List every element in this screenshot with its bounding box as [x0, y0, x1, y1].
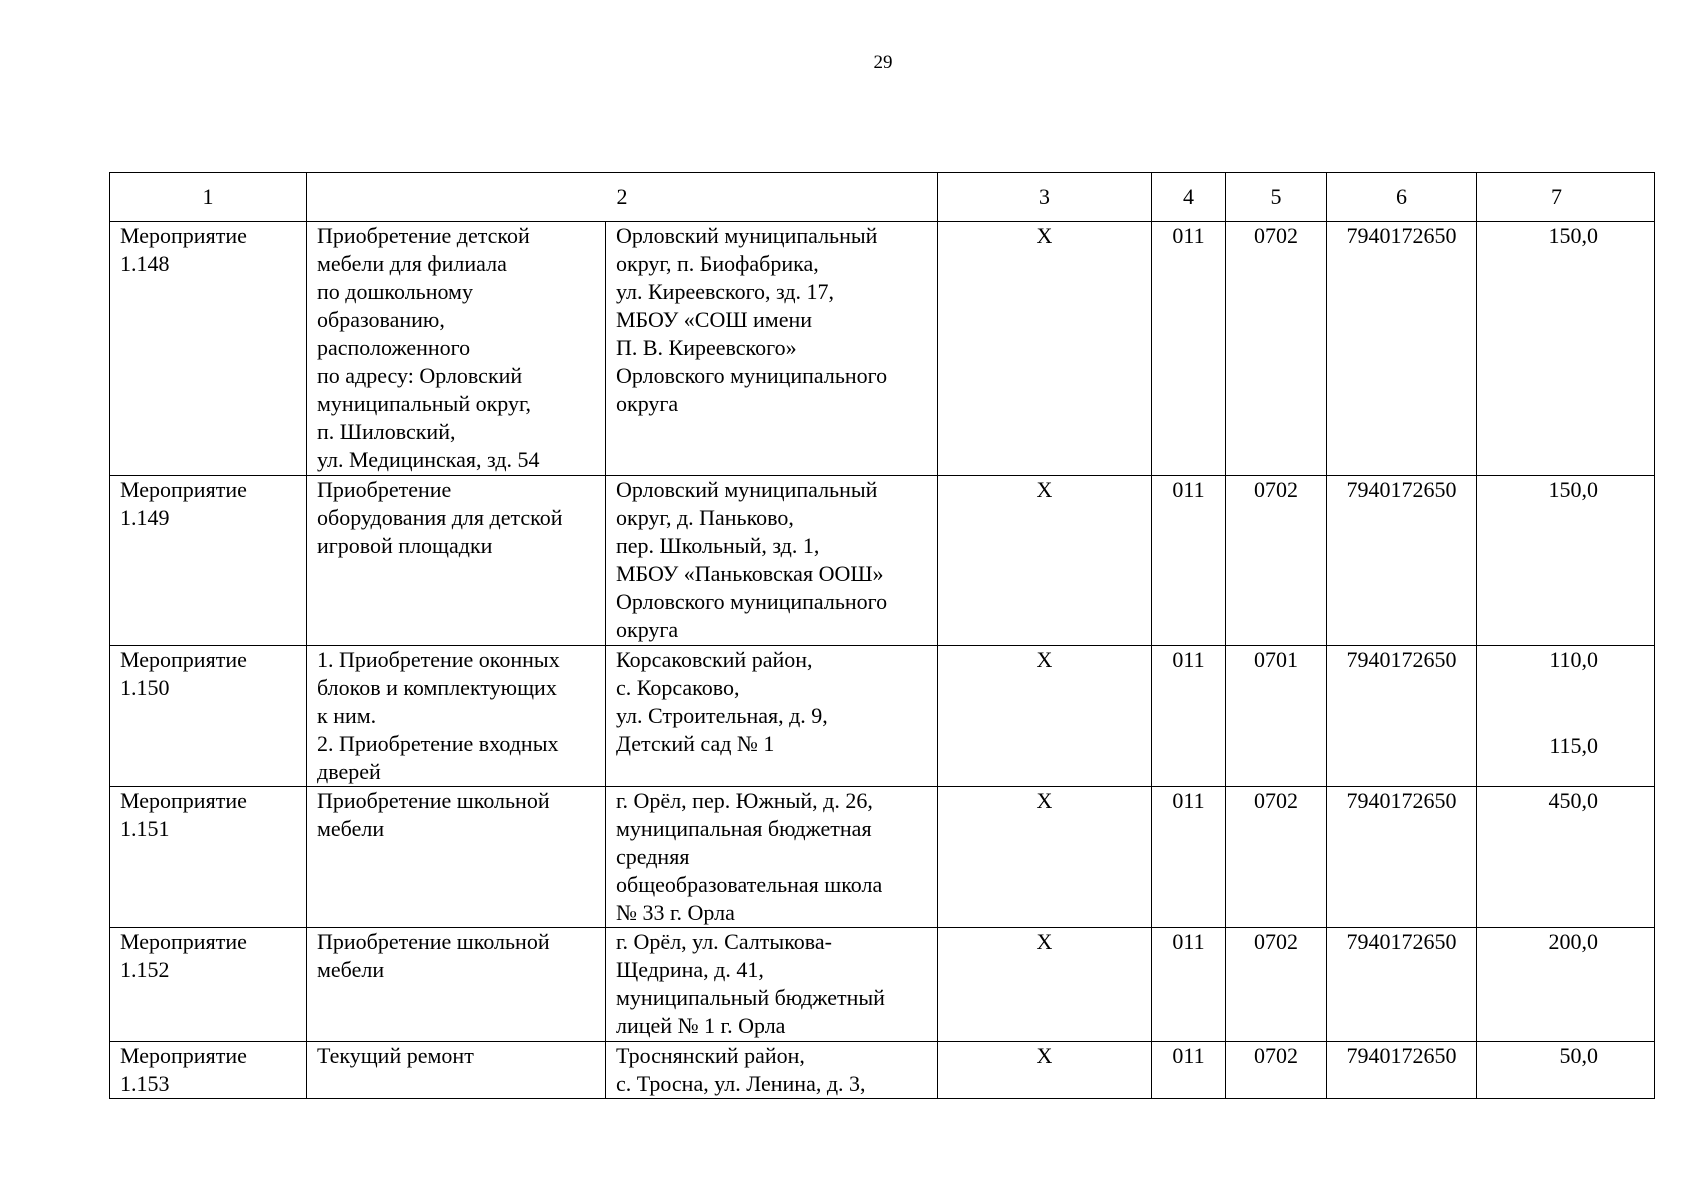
code4-cell: 011	[1152, 787, 1226, 928]
code6-cell: 7940172650	[1327, 928, 1477, 1042]
table-row	[110, 1042, 1655, 1099]
code5-cell: 0702	[1226, 476, 1327, 646]
table-row	[110, 928, 1655, 1042]
code5-cell: 0702	[1226, 787, 1327, 928]
measures-table	[109, 172, 1655, 1099]
amount-cell: 50,0	[1477, 1042, 1655, 1099]
location-cell: г. Орёл, ул. Салтыкова- Щедрина, д. 41, муниципальный бюджетный лицей № 1 г. Орла	[606, 928, 938, 1042]
event-cell: Мероприятие 1.152	[110, 928, 307, 1042]
location-cell: Троснянский район, с. Тросна, ул. Ленина, д. 3,	[606, 1042, 938, 1099]
code4-cell: 011	[1152, 646, 1226, 787]
amount-cell: 150,0	[1477, 222, 1655, 476]
code6-cell: 7940172650	[1327, 1042, 1477, 1099]
code4-cell: 011	[1152, 928, 1226, 1042]
table-row	[110, 222, 1655, 476]
name-cell: 1. Приобретение оконных блоков и комплектующих к ним. 2. Приобретение входных дверей	[307, 646, 606, 787]
name-cell: Текущий ремонт	[307, 1042, 606, 1099]
location-cell: Орловский муниципальный округ, д. Паньково, пер. Школьный, зд. 1, МБОУ «Паньковская ООШ» Орловского муниципального округа	[606, 476, 938, 646]
location-cell: Орловский муниципальный округ, п. Биофабрика, ул. Киреевского, зд. 17, МБОУ «СОШ имени П. В. Киреевского» Орловского муниципального округа	[606, 222, 938, 476]
code5-cell: 0701	[1226, 646, 1327, 787]
location-cell: Корсаковский район, с. Корсаково, ул. Строительная, д. 9, Детский сад № 1	[606, 646, 938, 787]
table-row	[110, 476, 1655, 646]
header-col-2: 2	[307, 173, 938, 222]
header-col-5: 5	[1226, 173, 1327, 222]
table-header-row	[110, 173, 1655, 222]
name-cell: Приобретение школьной мебели	[307, 787, 606, 928]
name-cell: Приобретение школьной мебели	[307, 928, 606, 1042]
page-number: 29	[873, 52, 893, 73]
code4-cell: 011	[1152, 476, 1226, 646]
code6-cell: 7940172650	[1327, 787, 1477, 928]
event-cell: Мероприятие 1.153	[110, 1042, 307, 1099]
x-cell: X	[938, 222, 1152, 476]
table-row	[110, 787, 1655, 928]
name-cell: Приобретение детской мебели для филиала по дошкольному образованию, расположенного по адресу: Орловский муниципальный округ, п. Шиловский, ул. Медицинская, зд. 54	[307, 222, 606, 476]
name-cell: Приобретение оборудования для детской игровой площадки	[307, 476, 606, 646]
amount-cell: 200,0	[1477, 928, 1655, 1042]
x-cell: X	[938, 928, 1152, 1042]
amount-cell: 110,0 115,0	[1477, 646, 1655, 787]
event-cell: Мероприятие 1.149	[110, 476, 307, 646]
event-cell: Мероприятие 1.148	[110, 222, 307, 476]
code5-cell: 0702	[1226, 1042, 1327, 1099]
code4-cell: 011	[1152, 222, 1226, 476]
x-cell: X	[938, 787, 1152, 928]
amount-cell: 150,0	[1477, 476, 1655, 646]
code5-cell: 0702	[1226, 222, 1327, 476]
code6-cell: 7940172650	[1327, 646, 1477, 787]
code6-cell: 7940172650	[1327, 222, 1477, 476]
x-cell: X	[938, 476, 1152, 646]
code6-cell: 7940172650	[1327, 476, 1477, 646]
header-col-1: 1	[110, 173, 307, 222]
header-col-7: 7	[1477, 173, 1655, 222]
event-cell: Мероприятие 1.151	[110, 787, 307, 928]
header-col-6: 6	[1327, 173, 1477, 222]
header-col-4: 4	[1152, 173, 1226, 222]
code5-cell: 0702	[1226, 928, 1327, 1042]
event-cell: Мероприятие 1.150	[110, 646, 307, 787]
location-cell: г. Орёл, пер. Южный, д. 26, муниципальная бюджетная средняя общеобразовательная школа № 33 г. Орла	[606, 787, 938, 928]
table-row	[110, 646, 1655, 787]
x-cell: X	[938, 1042, 1152, 1099]
header-col-3: 3	[938, 173, 1152, 222]
amount-cell: 450,0	[1477, 787, 1655, 928]
x-cell: X	[938, 646, 1152, 787]
code4-cell: 011	[1152, 1042, 1226, 1099]
